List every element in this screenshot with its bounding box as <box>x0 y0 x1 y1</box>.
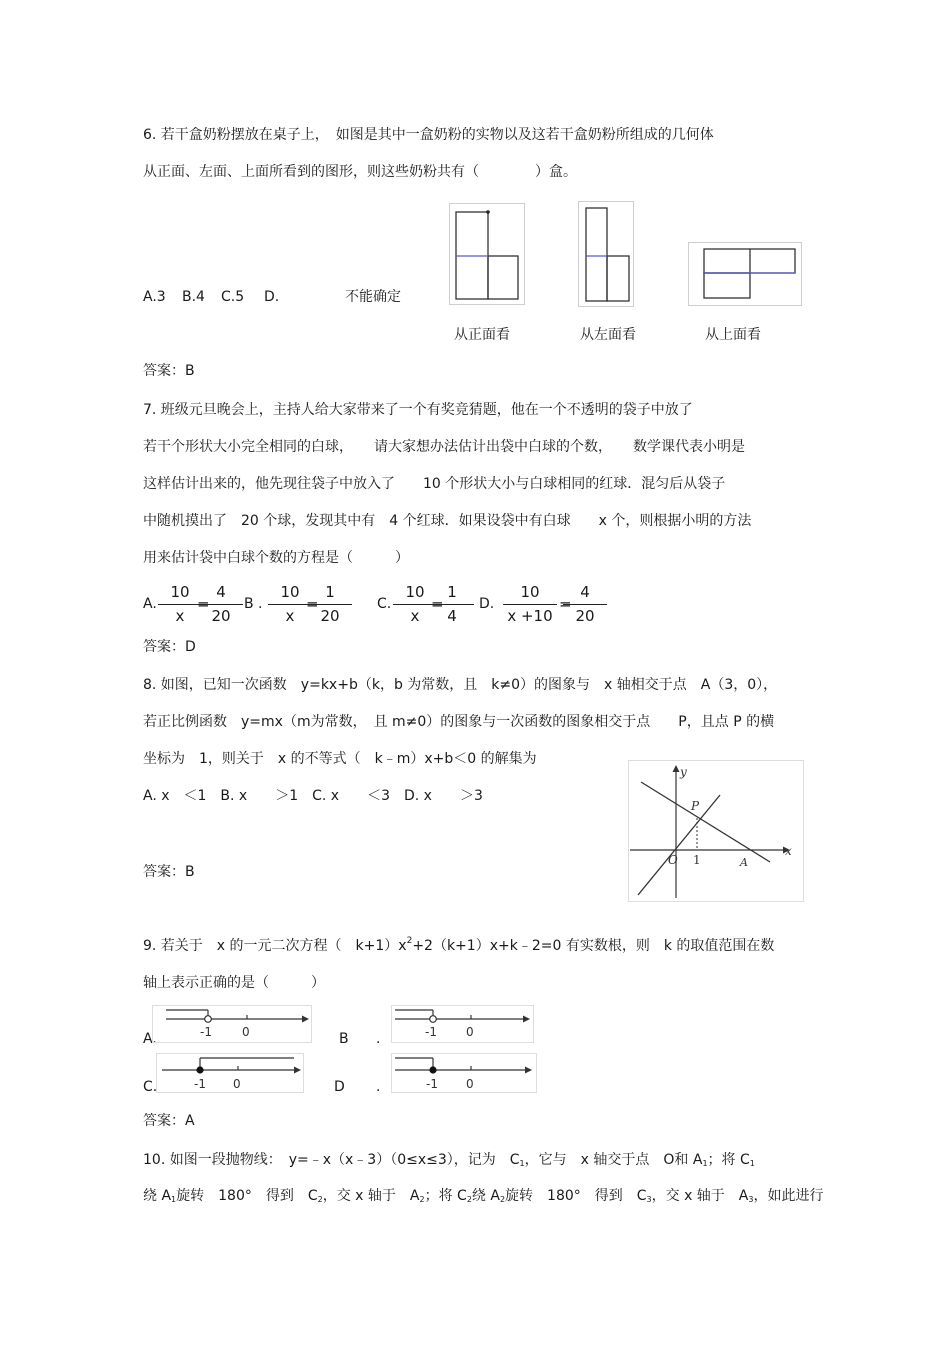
q9-option-d-dot: . <box>376 1079 381 1095</box>
q9-option-a: A. <box>143 1031 157 1047</box>
q7-c-right-fraction: 1 4 <box>430 583 474 625</box>
q6-option-a: A.3 <box>143 289 166 305</box>
q7-d-left-fraction: 10 x +10 <box>503 583 557 625</box>
q7-option-c: C. <box>377 596 392 612</box>
q7-line2: 若干个形状大小完全相同的白球， 请大家想办法估计出袋中白球的个数， 数学课代表小明是 <box>143 439 745 455</box>
q6-option-d: D. <box>264 289 280 305</box>
left-view-figure <box>578 201 634 307</box>
q9-a-tick-zero: 0 <box>242 1025 250 1039</box>
q9-option-c: C. <box>143 1079 158 1095</box>
q8-x-label: x <box>785 844 792 858</box>
q7-line5: 用来估计袋中白球个数的方程是（ ） <box>143 550 409 566</box>
q9-option-d: D <box>334 1079 345 1095</box>
q9-number-line-a <box>152 1005 312 1043</box>
q8-answer: 答案：B <box>143 864 195 880</box>
front-view-label: 从正面看 <box>454 327 510 343</box>
q6-line2: 从正面、左面、上面所看到的图形，则这些奶粉共有（ ）盒。 <box>143 164 577 180</box>
q6-option-c: C.5 <box>221 289 245 305</box>
q9-answer: 答案：A <box>143 1113 195 1129</box>
q7-line3: 这样估计出来的，他先现往袋子中放入了 10 个形状大小与白球相同的红球．混匀后从袋子 <box>143 476 726 492</box>
q10-line1: 10. 如图一段抛物线： y=﹣x（x﹣3）（0≤x≤3），记为 C1，它与 x 轴交于点 O和 A1；将 C1 <box>143 1152 755 1168</box>
q7-a-right-fraction: 4 20 <box>199 583 243 625</box>
left-view-label: 从左面看 <box>580 327 636 343</box>
q9-number-line-b <box>391 1005 534 1043</box>
q8-line1: 8. 如图，已知一次函数 y=kx+b（k，b 为常数，且 k≠0）的图象与 x 轴相交于点 A（3，0）， <box>143 677 778 693</box>
q7-answer: 答案：D <box>143 639 196 655</box>
q9-line2: 轴上表示正确的是（ ） <box>143 975 325 991</box>
q6-line1: 6. 若干盒奶粉摆放在桌子上， 如图是其中一盒奶粉的实物以及这若干盒奶粉所组成的几何体 <box>143 127 714 143</box>
q8-y-label: y <box>680 765 687 779</box>
q6-option-b: B.4 <box>182 289 205 305</box>
top-view-figure <box>688 242 802 306</box>
q8-a-label: A <box>740 856 748 869</box>
q8-p-label: P <box>691 799 700 813</box>
q6-option-d-text: 不能确定 <box>345 289 401 305</box>
q8-origin-label: O <box>668 853 678 867</box>
top-view-label: 从上面看 <box>705 327 761 343</box>
q9-b-tick-neg1: -1 <box>425 1025 437 1039</box>
q9-c-tick-zero: 0 <box>233 1077 241 1091</box>
q8-line3: 坐标为 1，则关于 x 的不等式（ k﹣m）x+b＜0 的解集为 <box>143 751 537 767</box>
q7-d-equals: = <box>559 595 572 613</box>
q7-c-left-fraction: 10 x <box>393 583 437 625</box>
front-view-figure <box>449 203 525 305</box>
q9-d-tick-neg1: -1 <box>426 1077 438 1091</box>
q7-a-left-fraction: 10 x <box>158 583 202 625</box>
q7-line4: 中随机摸出了 20 个球，发现其中有 4 个红球．如果设袋中有白球 x 个，则根据小明的方法 <box>143 513 752 529</box>
q9-line1: 9. 若关于 x 的一元二次方程（ $k+1)x^2+2(k+1)x+k﹣2=0$ 有实数根，则 k 的取值范围在数 <box>143 936 775 954</box>
q9-a-tick-neg1: -1 <box>200 1025 212 1039</box>
q8-one-label: 1 <box>693 853 701 867</box>
q7-a-equals: = <box>197 595 210 613</box>
q7-option-b: B . <box>244 596 263 612</box>
q9-c-tick-neg1: -1 <box>194 1077 206 1091</box>
q9-option-b-dot: . <box>376 1031 381 1047</box>
q7-b-right-fraction: 1 20 <box>308 583 352 625</box>
q7-c-equals: = <box>431 595 444 613</box>
q6-answer: 答案：B <box>143 363 195 379</box>
q7-b-left-fraction: 10 x <box>268 583 312 625</box>
q9-number-line-d <box>391 1053 537 1093</box>
q8-line2: 若正比例函数 y=mx（m为常数， 且 m≠0）的图象与一次函数的图象相交于点 P，且点 P 的横 <box>143 714 775 730</box>
q8-options: A. x ＜1 B. x ＞1 C. x ＜3 D. x ＞3 <box>143 788 483 804</box>
q9-b-tick-zero: 0 <box>466 1025 474 1039</box>
q8-function-graph <box>628 760 804 902</box>
q9-number-line-c <box>156 1053 304 1093</box>
q9-d-tick-zero: 0 <box>466 1077 474 1091</box>
q7-line1: 7. 班级元旦晚会上，主持人给大家带来了一个有奖竞猜题，他在一个不透明的袋子中放了 <box>143 402 693 418</box>
q10-line2: 绕 A1旋转 180° 得到 C2，交 x 轴于 A2；将 C2绕 A2旋转 180° 得到 C3，交 x 轴于 A3，如此进行 <box>143 1188 824 1204</box>
q7-option-a: A. <box>143 596 157 612</box>
q7-b-equals: = <box>306 595 319 613</box>
q7-option-d: D. <box>479 596 495 612</box>
q9-option-b: B <box>339 1031 349 1047</box>
q7-d-right-fraction: 4 20 <box>563 583 607 625</box>
